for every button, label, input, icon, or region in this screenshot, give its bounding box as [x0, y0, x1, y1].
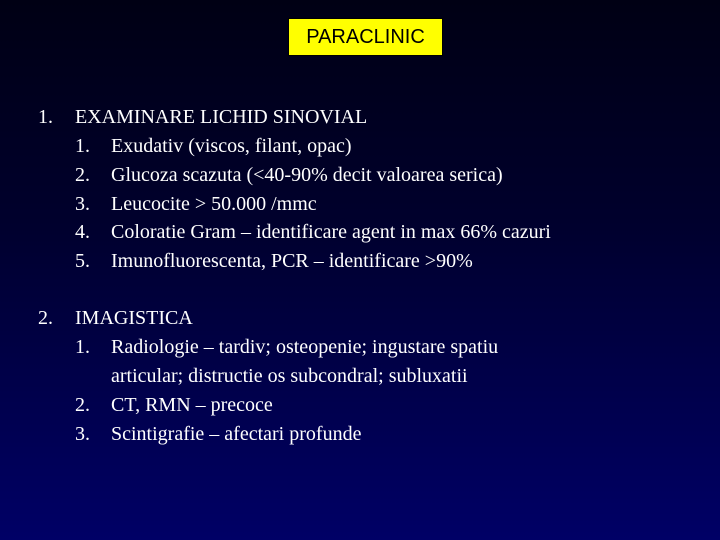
slide-title-text: PARACLINIC: [306, 25, 425, 48]
item-text: Exudativ (viscos, filant, opac): [111, 135, 352, 157]
section-number: 2.: [38, 307, 53, 329]
item-number: 4.: [75, 221, 90, 243]
item-text-continuation: articular; distructie os subcondral; subluxatii: [111, 365, 468, 387]
item-text: Glucoza scazuta (<40-90% decit valoarea serica): [111, 164, 503, 186]
section-number: 1.: [38, 106, 53, 128]
item-text: CT, RMN – precoce: [111, 394, 273, 416]
item-text: Scintigrafie – afectari profunde: [111, 423, 362, 445]
item-text: Leucocite > 50.000 /mmc: [111, 193, 317, 215]
item-number: 1.: [75, 135, 90, 157]
section-heading-text: EXAMINARE LICHID SINOVIAL: [75, 106, 368, 128]
item-number: 2.: [75, 394, 90, 416]
item-number: 1.: [75, 336, 90, 358]
item-number: 2.: [75, 164, 90, 186]
item-number: 3.: [75, 423, 90, 445]
item-number: 3.: [75, 193, 90, 215]
item-number: 5.: [75, 250, 90, 272]
item-text: Radiologie – tardiv; osteopenie; ingustare spatiu: [111, 336, 499, 358]
section-heading-text: IMAGISTICA: [75, 307, 193, 329]
item-text: Imunofluorescenta, PCR – identificare >90%: [111, 250, 473, 272]
item-text: Coloratie Gram – identificare agent in max 66% cazuri: [111, 221, 551, 243]
